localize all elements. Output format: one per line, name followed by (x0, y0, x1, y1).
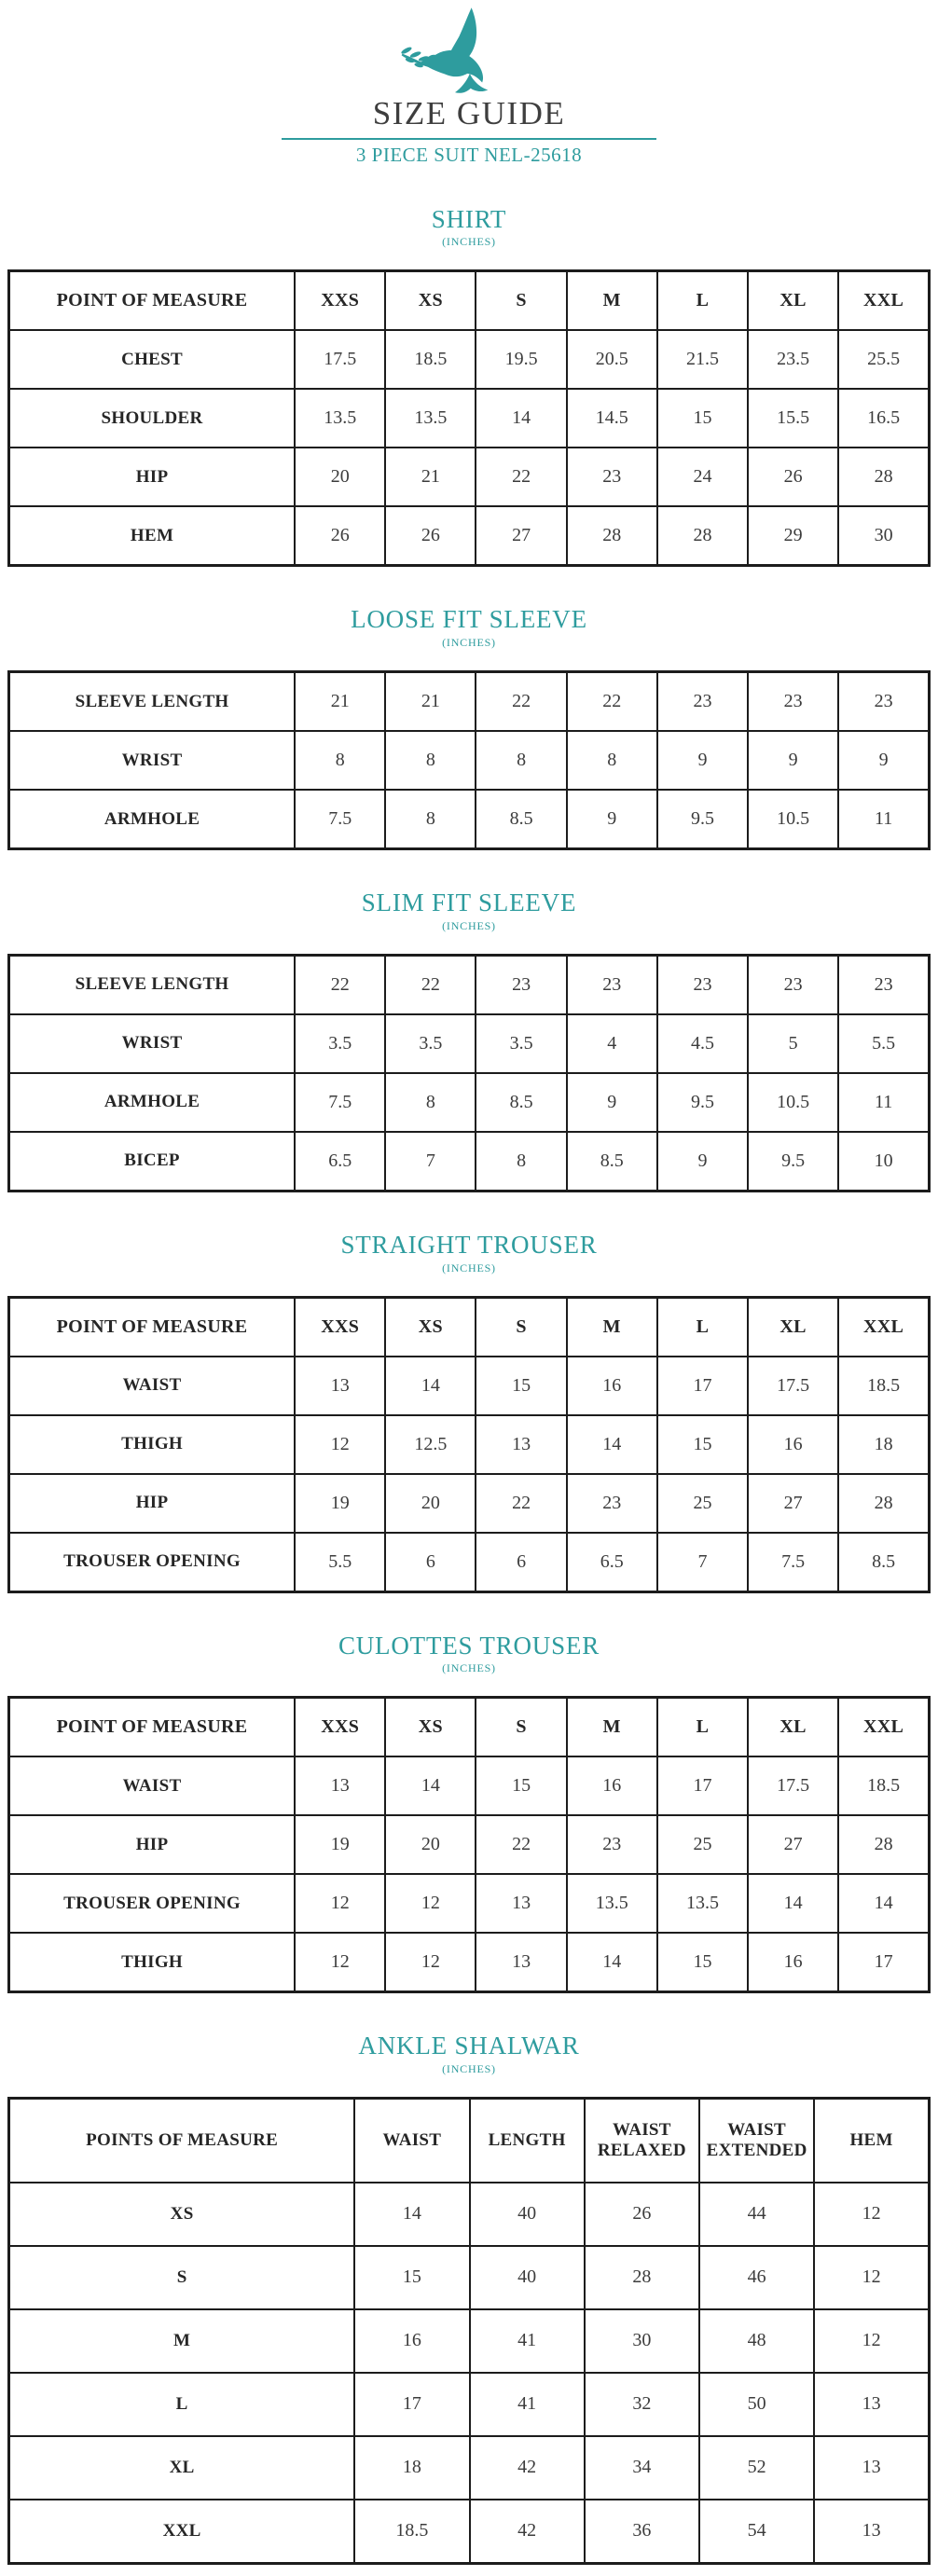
measurement-value: 5.5 (295, 1533, 385, 1592)
section-unit-label: (INCHES) (442, 2061, 496, 2075)
measurement-value: 25 (657, 1815, 748, 1874)
measurement-value: 22 (476, 1815, 566, 1874)
measurement-value: 7.5 (295, 790, 385, 849)
table-row (9, 2373, 930, 2436)
row-label: XS (9, 2183, 355, 2246)
measurement-value: 42 (470, 2436, 585, 2500)
row-label: M (9, 2309, 355, 2373)
measurement-value: 9 (567, 790, 657, 849)
measurement-value: 13 (814, 2436, 929, 2500)
measurement-value: 8.5 (838, 1533, 929, 1592)
loose-fit-sleeve-table (7, 670, 931, 850)
measurement-value: 13.5 (385, 389, 476, 448)
row-label: TROUSER OPENING (9, 1874, 296, 1933)
table-header (9, 1698, 930, 1757)
measurement-value: 9 (657, 1132, 748, 1192)
measurement-value: 30 (838, 506, 929, 566)
measurement-value: 13.5 (657, 1874, 748, 1933)
size-column-header: XXL (838, 1297, 929, 1357)
row-label: ARMHOLE (9, 1073, 296, 1132)
measurement-value: 52 (699, 2436, 814, 2500)
size-column-header: S (476, 1297, 566, 1357)
section-shirt (7, 206, 931, 568)
measurement-value: 8 (385, 1073, 476, 1132)
size-column-header: WAIST RELAXED (585, 2098, 699, 2183)
section-heading: STRAIGHT TROUSER (340, 1230, 598, 1259)
measurement-value: 26 (585, 2183, 699, 2246)
product-subtitle: 3 PIECE SUIT NEL-25618 (355, 143, 583, 166)
row-label: WRIST (9, 731, 296, 790)
measurement-value: 9 (567, 1073, 657, 1132)
measurement-value: 20 (295, 448, 385, 506)
measurement-table (7, 1296, 931, 1593)
measurement-value: 13 (476, 1415, 566, 1474)
row-label: ARMHOLE (9, 790, 296, 849)
measurement-value: 15 (657, 389, 748, 448)
row-label: XL (9, 2436, 355, 2500)
dove-olive-branch-icon (399, 6, 539, 97)
table-body (9, 2183, 930, 2564)
measurement-value: 21 (385, 672, 476, 732)
table-row (9, 1073, 930, 1132)
measurement-value: 12 (295, 1415, 385, 1474)
size-column-header: XS (385, 271, 476, 331)
measurement-value: 29 (748, 506, 838, 566)
row-label: CHEST (9, 330, 296, 389)
row-label: BICEP (9, 1132, 296, 1192)
row-label: HEM (9, 506, 296, 566)
measurement-value: 12 (814, 2246, 929, 2309)
measurement-value: 11 (838, 790, 929, 849)
measurement-value: 23 (476, 955, 566, 1014)
measurement-value: 32 (585, 2373, 699, 2436)
measurement-value: 23 (838, 672, 929, 732)
row-label: THIGH (9, 1933, 296, 1992)
table-row (9, 1815, 930, 1874)
section-unit-label: (INCHES) (442, 636, 496, 650)
measurement-value: 5.5 (838, 1014, 929, 1073)
measurement-value: 18.5 (385, 330, 476, 389)
measurement-value: 15 (657, 1933, 748, 1992)
measurement-value: 19 (295, 1474, 385, 1533)
section-unit-label: (INCHES) (442, 918, 496, 932)
size-column-header: XXL (838, 1698, 929, 1757)
measurement-value: 8 (385, 790, 476, 849)
measurement-value: 9.5 (657, 790, 748, 849)
measurement-value: 23 (748, 955, 838, 1014)
measurement-value: 18.5 (354, 2500, 469, 2564)
measurement-value: 40 (470, 2183, 585, 2246)
measurement-value: 10 (838, 1132, 929, 1192)
measurement-value: 28 (657, 506, 748, 566)
measurement-value: 23 (567, 448, 657, 506)
size-column-header: XXS (295, 271, 385, 331)
measurement-value: 15 (354, 2246, 469, 2309)
measurement-value: 21.5 (657, 330, 748, 389)
measurement-value: 12 (814, 2183, 929, 2246)
measurement-value: 12 (814, 2309, 929, 2373)
page-title: SIZE GUIDE (372, 95, 566, 131)
measurement-value: 23.5 (748, 330, 838, 389)
measurement-value: 4 (567, 1014, 657, 1073)
row-label: SLEEVE LENGTH (9, 672, 296, 732)
measurement-value: 8 (476, 731, 566, 790)
measurement-value: 10.5 (748, 790, 838, 849)
measurement-value: 6 (476, 1533, 566, 1592)
measurement-value: 8 (385, 731, 476, 790)
measurement-value: 12 (295, 1874, 385, 1933)
measurement-value: 18 (354, 2436, 469, 2500)
measurement-value: 16 (567, 1357, 657, 1415)
section-slim-fit-sleeve (7, 889, 931, 1192)
size-column-header: M (567, 1297, 657, 1357)
table-row (9, 2436, 930, 2500)
measurement-value: 27 (748, 1815, 838, 1874)
measurement-table (7, 269, 931, 567)
measurement-value: 23 (657, 955, 748, 1014)
measurement-value: 15 (476, 1357, 566, 1415)
row-label: L (9, 2373, 355, 2436)
size-column-header: S (476, 271, 566, 331)
size-column-header: S (476, 1698, 566, 1757)
measurement-value: 26 (295, 506, 385, 566)
table-row (9, 389, 930, 448)
table-header-row (9, 1297, 930, 1357)
measurement-value: 13 (814, 2373, 929, 2436)
measurement-value: 15 (657, 1415, 748, 1474)
size-column-header: XXS (295, 1297, 385, 1357)
measure-column-header: POINT OF MEASURE (9, 1297, 296, 1357)
measurement-value: 22 (476, 672, 566, 732)
shirt-size-table (7, 269, 931, 567)
size-column-header: XS (385, 1297, 476, 1357)
measurement-value: 8.5 (567, 1132, 657, 1192)
measurement-value: 14 (354, 2183, 469, 2246)
section-heading: CULOTTES TROUSER (338, 1631, 600, 1660)
measurement-value: 16 (748, 1415, 838, 1474)
measure-column-header: POINTS OF MEASURE (9, 2098, 355, 2183)
row-label: WAIST (9, 1756, 296, 1815)
measurement-value: 17 (657, 1756, 748, 1815)
measurement-table (7, 2097, 931, 2565)
measurement-value: 17 (838, 1933, 929, 1992)
measurement-value: 14 (567, 1933, 657, 1992)
measurement-value: 7.5 (295, 1073, 385, 1132)
measurement-value: 19.5 (476, 330, 566, 389)
measurement-value: 19 (295, 1815, 385, 1874)
table-row (9, 955, 930, 1014)
table-body (9, 330, 930, 566)
measurement-value: 18.5 (838, 1357, 929, 1415)
measurement-value: 16 (567, 1756, 657, 1815)
table-row (9, 448, 930, 506)
measurement-value: 28 (567, 506, 657, 566)
size-column-header: XXL (838, 271, 929, 331)
measurement-table (7, 1696, 931, 1993)
size-column-header: L (657, 271, 748, 331)
row-label: WRIST (9, 1014, 296, 1073)
measurement-value: 13 (295, 1357, 385, 1415)
size-column-header: XS (385, 1698, 476, 1757)
slim-fit-sleeve-table (7, 954, 931, 1192)
measurement-value: 41 (470, 2373, 585, 2436)
measurement-value: 15.5 (748, 389, 838, 448)
measurement-value: 9 (838, 731, 929, 790)
measurement-value: 12 (295, 1933, 385, 1992)
measurement-value: 6.5 (295, 1132, 385, 1192)
measurement-value: 4.5 (657, 1014, 748, 1073)
measurement-value: 26 (385, 506, 476, 566)
table-row (9, 2183, 930, 2246)
section-culottes-trouser (7, 1632, 931, 1994)
measurement-value: 14 (385, 1357, 476, 1415)
measurement-value: 14 (567, 1415, 657, 1474)
table-row (9, 330, 930, 389)
size-column-header: M (567, 271, 657, 331)
table-row (9, 1474, 930, 1533)
table-header-row (9, 2098, 930, 2183)
measurement-value: 44 (699, 2183, 814, 2246)
measurement-value: 5 (748, 1014, 838, 1073)
table-body (9, 672, 930, 849)
table-row (9, 1933, 930, 1992)
measurement-value: 9.5 (748, 1132, 838, 1192)
measurement-value: 21 (295, 672, 385, 732)
table-header (9, 2098, 930, 2183)
straight-trouser-table (7, 1296, 931, 1593)
measurement-value: 8.5 (476, 790, 566, 849)
measurement-value: 27 (748, 1474, 838, 1533)
measurement-value: 28 (838, 1815, 929, 1874)
measurement-value: 18 (838, 1415, 929, 1474)
table-row (9, 2246, 930, 2309)
table-row (9, 1014, 930, 1073)
section-unit-label: (INCHES) (442, 235, 496, 249)
measurement-value: 14 (748, 1874, 838, 1933)
measurement-value: 14.5 (567, 389, 657, 448)
section-unit-label: (INCHES) (442, 1661, 496, 1675)
measurement-value: 27 (476, 506, 566, 566)
table-body (9, 955, 930, 1191)
measurement-value: 6.5 (567, 1533, 657, 1592)
section-loose-fit-sleeve (7, 606, 931, 850)
measurement-value: 42 (470, 2500, 585, 2564)
measurement-value: 16.5 (838, 389, 929, 448)
measurement-value: 54 (699, 2500, 814, 2564)
measurement-value: 6 (385, 1533, 476, 1592)
measurement-value: 24 (657, 448, 748, 506)
measurement-value: 18.5 (838, 1756, 929, 1815)
section-heading: SHIRT (431, 204, 507, 233)
table-row (9, 2500, 930, 2564)
row-label: SHOULDER (9, 389, 296, 448)
measurement-value: 10.5 (748, 1073, 838, 1132)
measurement-value: 12 (385, 1874, 476, 1933)
section-heading: SLIM FIT SLEEVE (361, 889, 577, 917)
measurement-value: 3.5 (385, 1014, 476, 1073)
row-label: WAIST (9, 1357, 296, 1415)
table-row (9, 731, 930, 790)
measurement-value: 20.5 (567, 330, 657, 389)
section-unit-label: (INCHES) (442, 1260, 496, 1274)
measurement-value: 30 (585, 2309, 699, 2373)
row-label: TROUSER OPENING (9, 1533, 296, 1592)
measurement-value: 23 (657, 672, 748, 732)
section-ankle-shalwar (7, 2032, 931, 2565)
table-body (9, 1357, 930, 1592)
measurement-value: 13 (295, 1756, 385, 1815)
table-header (9, 271, 930, 331)
measurement-value: 23 (567, 955, 657, 1014)
measurement-value: 13 (476, 1933, 566, 1992)
measurement-value: 12 (385, 1933, 476, 1992)
measurement-value: 7 (385, 1132, 476, 1192)
measurement-value: 8 (567, 731, 657, 790)
measurement-value: 17 (657, 1357, 748, 1415)
section-heading: ANKLE SHALWAR (358, 2032, 580, 2060)
measurement-value: 17 (354, 2373, 469, 2436)
measurement-value: 48 (699, 2309, 814, 2373)
table-row (9, 2309, 930, 2373)
table-body (9, 1756, 930, 1992)
measurement-value: 3.5 (295, 1014, 385, 1073)
measurement-value: 50 (699, 2373, 814, 2436)
measurement-value: 3.5 (476, 1014, 566, 1073)
measurement-value: 7 (657, 1533, 748, 1592)
measure-column-header: POINT OF MEASURE (9, 271, 296, 331)
measurement-value: 22 (295, 955, 385, 1014)
row-label: SLEEVE LENGTH (9, 955, 296, 1014)
measurement-value: 25 (657, 1474, 748, 1533)
table-row (9, 1357, 930, 1415)
measurement-value: 26 (748, 448, 838, 506)
row-label: S (9, 2246, 355, 2309)
section-straight-trouser (7, 1232, 931, 1593)
measurement-value: 14 (838, 1874, 929, 1933)
size-column-header: L (657, 1297, 748, 1357)
measurement-value: 17.5 (748, 1756, 838, 1815)
table-row (9, 1415, 930, 1474)
size-column-header: XL (748, 271, 838, 331)
measurement-value: 16 (354, 2309, 469, 2373)
measurement-value: 9.5 (657, 1073, 748, 1132)
size-column-header: WAIST EXTENDED (699, 2098, 814, 2183)
measurement-value: 17.5 (295, 330, 385, 389)
table-header (9, 1297, 930, 1357)
culottes-trouser-table (7, 1696, 931, 1993)
measurement-value: 22 (567, 672, 657, 732)
measurement-value: 13.5 (295, 389, 385, 448)
measurement-value: 8 (476, 1132, 566, 1192)
measurement-value: 23 (567, 1815, 657, 1874)
measurement-value: 16 (748, 1933, 838, 1992)
measurement-value: 34 (585, 2436, 699, 2500)
size-column-header: XL (748, 1297, 838, 1357)
measurement-value: 8.5 (476, 1073, 566, 1132)
size-column-header: L (657, 1698, 748, 1757)
size-column-header: HEM (814, 2098, 929, 2183)
size-column-header: XXS (295, 1698, 385, 1757)
ankle-shalwar-table (7, 2097, 931, 2565)
table-row (9, 1533, 930, 1592)
measurement-value: 14 (476, 389, 566, 448)
row-label: HIP (9, 448, 296, 506)
measurement-value: 20 (385, 1815, 476, 1874)
size-column-header: M (567, 1698, 657, 1757)
measurement-value: 20 (385, 1474, 476, 1533)
size-column-header: LENGTH (470, 2098, 585, 2183)
row-label: XXL (9, 2500, 355, 2564)
size-column-header: WAIST (354, 2098, 469, 2183)
measurement-value: 23 (567, 1474, 657, 1533)
measurement-value: 9 (657, 731, 748, 790)
measurement-value: 13 (476, 1874, 566, 1933)
row-label: HIP (9, 1815, 296, 1874)
measurement-value: 28 (838, 448, 929, 506)
measurement-value: 22 (476, 448, 566, 506)
measurement-value: 11 (838, 1073, 929, 1132)
measurement-value: 23 (838, 955, 929, 1014)
row-label: HIP (9, 1474, 296, 1533)
table-row (9, 1874, 930, 1933)
measurement-value: 22 (385, 955, 476, 1014)
measure-column-header: POINT OF MEASURE (9, 1698, 296, 1757)
measurement-value: 28 (585, 2246, 699, 2309)
table-row (9, 1132, 930, 1192)
section-heading: LOOSE FIT SLEEVE (351, 605, 587, 634)
measurement-value: 13.5 (567, 1874, 657, 1933)
measurement-value: 9 (748, 731, 838, 790)
measurement-value: 21 (385, 448, 476, 506)
table-row (9, 790, 930, 849)
measurement-value: 7.5 (748, 1533, 838, 1592)
size-column-header: XL (748, 1698, 838, 1757)
measurement-value: 15 (476, 1756, 566, 1815)
measurement-value: 17.5 (748, 1357, 838, 1415)
measurement-value: 28 (838, 1474, 929, 1533)
measurement-table (7, 954, 931, 1192)
measurement-value: 25.5 (838, 330, 929, 389)
measurement-table (7, 670, 931, 850)
measurement-value: 13 (814, 2500, 929, 2564)
measurement-value: 14 (385, 1756, 476, 1815)
measurement-value: 12.5 (385, 1415, 476, 1474)
table-row (9, 1756, 930, 1815)
measurement-value: 22 (476, 1474, 566, 1533)
table-header-row (9, 271, 930, 331)
row-label: THIGH (9, 1415, 296, 1474)
measurement-value: 46 (699, 2246, 814, 2309)
table-row (9, 506, 930, 566)
measurement-value: 8 (295, 731, 385, 790)
table-header-row (9, 1698, 930, 1757)
measurement-value: 36 (585, 2500, 699, 2564)
measurement-value: 41 (470, 2309, 585, 2373)
measurement-value: 23 (748, 672, 838, 732)
table-row (9, 672, 930, 732)
brand-header (7, 6, 931, 167)
title-divider (282, 138, 656, 140)
measurement-value: 40 (470, 2246, 585, 2309)
